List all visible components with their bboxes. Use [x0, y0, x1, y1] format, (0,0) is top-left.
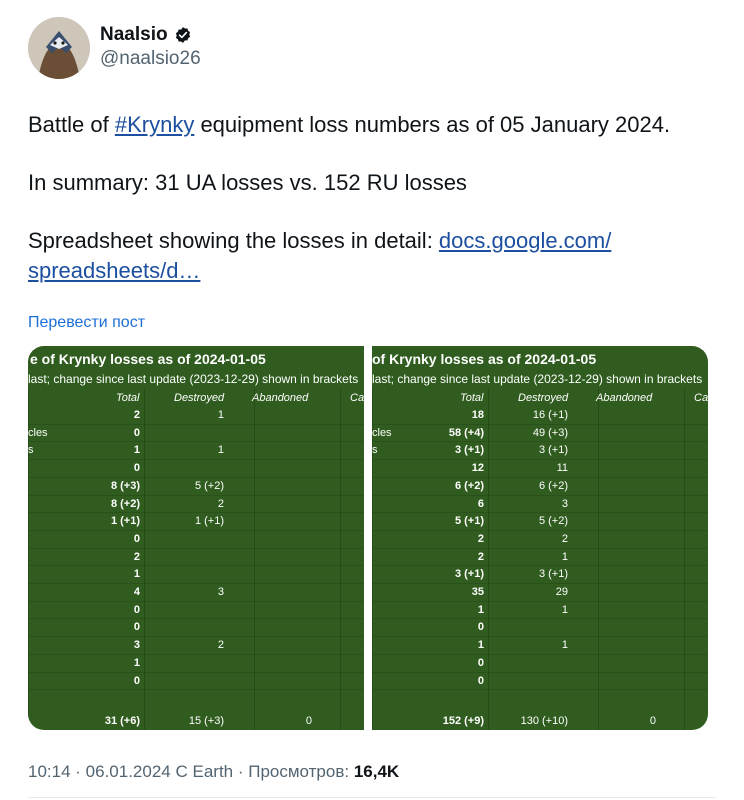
- cell-total: 58 (+4): [448, 426, 484, 439]
- cell-destroyed: 2: [561, 532, 568, 545]
- cell-total: 3 (+1): [454, 444, 484, 457]
- grid-line: [372, 672, 708, 673]
- meta-separator: ·: [70, 762, 86, 781]
- grid-line: [28, 672, 364, 673]
- media-gap: [364, 346, 372, 730]
- grid-line: [372, 601, 708, 602]
- tweet-date[interactable]: 06.01.2024: [85, 762, 171, 781]
- spreadsheet-link[interactable]: docs.google.com/: [438, 228, 612, 253]
- col-header-destroyed: Destroyed: [174, 392, 225, 404]
- summary-total: 152 (+9): [442, 715, 484, 727]
- grid-line: [372, 654, 708, 655]
- grid-line: [372, 424, 708, 425]
- grid-line: [372, 459, 708, 460]
- cell-destroyed: 3: [217, 586, 224, 598]
- cell-destroyed: 5 (+2): [194, 479, 224, 492]
- cell-total: 2: [133, 550, 140, 563]
- grid-line: [28, 583, 364, 584]
- grid-line: [28, 495, 364, 496]
- hashtag-link[interactable]: #Krynky: [114, 112, 195, 137]
- col-header-abandoned: Abandoned: [252, 392, 309, 404]
- cell-destroyed: 1: [561, 639, 568, 652]
- cell-destroyed: 2: [217, 639, 224, 652]
- cell-total: 1 (+1): [110, 515, 140, 528]
- author-handle[interactable]: @naalsio26: [100, 48, 201, 69]
- tweet-summary: In summary: 31 UA losses vs. 152 RU losses: [28, 170, 467, 195]
- tweet-sheet-line: [28, 226, 718, 256]
- grid-line: [372, 530, 708, 531]
- verified-badge-icon: [174, 26, 192, 44]
- cell-total: 5 (+1): [454, 515, 484, 528]
- grid-line: [340, 388, 341, 730]
- cell-destroyed: 2: [217, 497, 224, 510]
- grid-line: [28, 601, 364, 602]
- summary-abandoned: 0: [305, 715, 312, 727]
- grid-line: [372, 477, 708, 478]
- cell-total: 1: [477, 639, 484, 652]
- cell-total: 3: [133, 639, 140, 652]
- col-header-total: Total: [460, 392, 484, 404]
- col-header-captured: Ca: [350, 392, 364, 404]
- row-label: cles: [28, 426, 48, 439]
- summary-destroyed: 130 (+10): [520, 715, 568, 727]
- grid-line: [372, 441, 708, 442]
- cell-destroyed: 1: [217, 409, 224, 421]
- views-count: 16,4K: [353, 762, 400, 781]
- grid-line: [28, 636, 364, 637]
- summary-destroyed: 15 (+3): [188, 715, 224, 727]
- grid-line: [598, 388, 599, 730]
- tweet-text-line1: [28, 110, 718, 140]
- cell-destroyed: 3: [561, 497, 568, 510]
- author-name[interactable]: Naalsio: [100, 24, 168, 45]
- summary-abandoned: 0: [649, 715, 656, 727]
- sheet-subtitle: last; change since last update (2023-12-29) shown in brackets: [28, 372, 359, 386]
- cell-destroyed: 1: [561, 550, 568, 563]
- grid-line: [28, 530, 364, 531]
- spreadsheet-link-cont[interactable]: spreadsheets/d…: [28, 258, 201, 283]
- sheet-subtitle: last; change since last update (2023-12-29) shown in brackets: [372, 372, 703, 386]
- avatar-image: [28, 17, 90, 79]
- cell-destroyed: 6 (+2): [538, 479, 568, 492]
- grid-line: [28, 618, 364, 619]
- cell-total: 0: [133, 674, 140, 687]
- grid-line: [372, 548, 708, 549]
- tweet-text: Battle of: [28, 112, 115, 137]
- grid-line: [372, 583, 708, 584]
- cell-total: 1: [133, 656, 140, 669]
- grid-line: [28, 477, 364, 478]
- grid-line: [372, 495, 708, 496]
- cell-destroyed: 3 (+1): [538, 444, 568, 457]
- row-label: cles: [372, 426, 392, 439]
- cell-total: 0: [477, 621, 484, 634]
- cell-destroyed: 16 (+1): [532, 409, 568, 421]
- sheet-title: of Krynky losses as of 2024-01-05: [372, 351, 597, 367]
- col-header-abandoned: Abandoned: [596, 392, 653, 404]
- cell-destroyed: 11: [556, 462, 568, 475]
- cell-total: 35: [471, 586, 484, 598]
- grid-line: [372, 636, 708, 637]
- col-header-destroyed: Destroyed: [518, 392, 569, 404]
- meta-separator: ·: [233, 762, 249, 781]
- cell-total: 3 (+1): [454, 568, 484, 581]
- cell-total: 18: [471, 409, 484, 421]
- spreadsheet-image-ua[interactable]: [28, 346, 364, 730]
- cell-total: 0: [133, 621, 140, 634]
- row-label: s: [28, 444, 34, 457]
- cell-total: 6 (+2): [454, 479, 484, 492]
- grid-line: [684, 388, 685, 730]
- cell-total: 0: [133, 532, 140, 545]
- cell-total: 0: [477, 674, 484, 687]
- grid-line: [28, 654, 364, 655]
- grid-line: [28, 424, 364, 425]
- cell-destroyed: 1: [561, 603, 568, 616]
- grid-line: [28, 548, 364, 549]
- divider: [28, 797, 716, 798]
- cell-total: 0: [133, 426, 140, 439]
- grid-line: [28, 689, 364, 690]
- sheet-title: e of Krynky losses as of 2024-01-05: [30, 351, 266, 367]
- tweet-source: C Earth: [175, 762, 234, 781]
- grid-line: [28, 459, 364, 460]
- cell-total: 0: [133, 462, 140, 475]
- cell-destroyed: 1 (+1): [194, 515, 224, 528]
- tweet-link-line2: [28, 256, 718, 286]
- grid-line: [28, 565, 364, 566]
- row-label: s: [372, 444, 378, 457]
- grid-line: [372, 512, 708, 513]
- cell-total: 0: [133, 603, 140, 616]
- grid-line: [372, 565, 708, 566]
- cell-total: 2: [477, 532, 484, 545]
- cell-total: 1: [477, 603, 484, 616]
- cell-total: 12: [471, 462, 484, 475]
- cell-destroyed: 3 (+1): [538, 568, 568, 581]
- cell-total: 6: [477, 497, 484, 510]
- tweet-text: equipment loss numbers as of 05 January 2024.: [194, 112, 671, 137]
- cell-destroyed: 5 (+2): [538, 515, 568, 528]
- avatar[interactable]: [28, 17, 90, 79]
- cell-total: 4: [133, 586, 140, 598]
- cell-destroyed: 49 (+3): [532, 426, 568, 439]
- cell-destroyed: 29: [555, 586, 568, 598]
- tweet-meta: [28, 762, 399, 782]
- spreadsheet-image-ru[interactable]: [372, 346, 708, 730]
- col-header-captured: Ca: [694, 392, 708, 404]
- grid-line: [144, 388, 145, 730]
- col-header-total: Total: [116, 392, 140, 404]
- views-label: Просмотров:: [248, 762, 350, 781]
- cell-total: 8 (+3): [110, 479, 140, 492]
- translate-post-link[interactable]: Перевести пост: [28, 314, 146, 331]
- cell-total: 2: [133, 409, 140, 421]
- cell-destroyed: 1: [217, 444, 224, 457]
- media-grid: [28, 346, 708, 730]
- grid-line: [28, 512, 364, 513]
- tweet-text: Spreadsheet showing the losses in detail:: [28, 228, 439, 253]
- grid-line: [254, 388, 255, 730]
- grid-line: [28, 441, 364, 442]
- cell-total: 2: [477, 550, 484, 563]
- tweet-header: [28, 16, 201, 80]
- cell-total: 0: [477, 656, 484, 669]
- cell-total: 1: [133, 444, 140, 457]
- grid-line: [372, 618, 708, 619]
- summary-total: 31 (+6): [104, 715, 140, 727]
- tweet-time[interactable]: 10:14: [28, 762, 71, 781]
- grid-line: [488, 388, 489, 730]
- cell-total: 8 (+2): [110, 497, 140, 510]
- cell-total: 1: [133, 568, 140, 581]
- grid-line: [372, 689, 708, 690]
